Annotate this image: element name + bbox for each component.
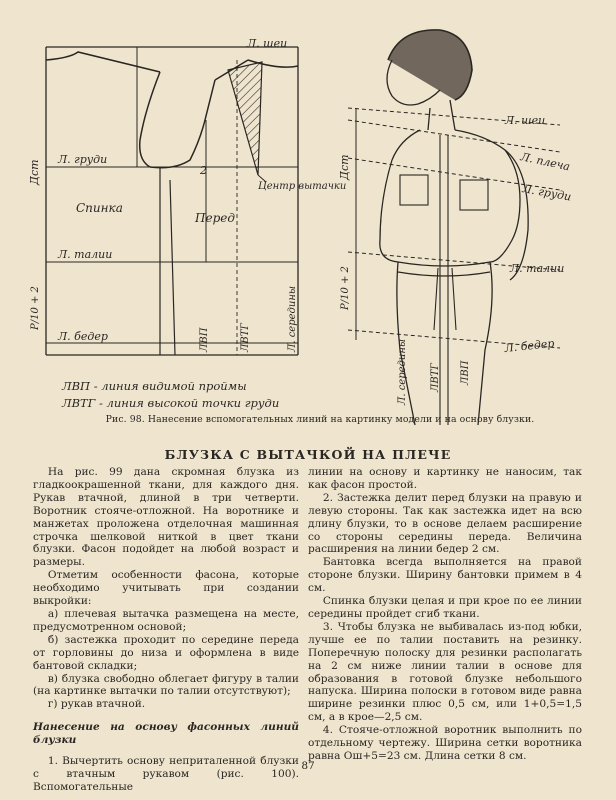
list-item: г) рукав втачной. xyxy=(47,698,146,711)
figure-caption: Рис. 98. Нанесение вспомогательных линий на картинку модели и на основу блузки. xyxy=(105,414,535,425)
pattern-label-front: Перед xyxy=(195,211,235,225)
model-label-neck: Л. шеи xyxy=(505,114,546,127)
right-column xyxy=(308,466,582,763)
pattern-label-lvp: ЛВП xyxy=(199,327,210,352)
model-labels xyxy=(338,114,572,406)
legend-line-1: ЛВП - линия видимой проймы xyxy=(62,379,247,393)
paragraph: 1. Вычертить основу неприталенной блузки с втачным рукавом (рис. 100). Вспомогательные xyxy=(33,755,299,793)
model-label-lvtg: ЛВТГ xyxy=(430,363,441,392)
list-item: а) плечевая вытачка размещена на месте, предусмотренном основой; xyxy=(33,607,299,633)
pattern-label-back: Спинка xyxy=(76,201,123,215)
pattern-label-p-formula: P/10 + 2 xyxy=(30,286,41,330)
pattern-label-waist: Л. талии xyxy=(58,248,113,261)
pattern-label-dart-center: Центр вытачки xyxy=(258,181,347,192)
pattern-label-dst: Дст xyxy=(28,159,41,185)
model-label-lvp: ЛВП xyxy=(460,360,471,385)
paragraph: Отметим особенности фасона, которые необходимо учитывать при создании выкройки: xyxy=(33,569,299,608)
section-heading: БЛУЗКА С ВЫТАЧКОЙ НА ПЛЕЧЕ xyxy=(164,447,452,462)
paragraph: Спинка блузки целая и при крое по ее линии середины пройдет сгиб ткани. xyxy=(308,595,582,620)
page-number: 87 xyxy=(301,760,315,772)
pattern-label-chest: Л. груди xyxy=(58,153,108,166)
model-label-mid: Л. середины xyxy=(397,338,408,405)
model-label-shoulder: Л. плеча xyxy=(519,150,572,174)
pattern-label-lvtg: ЛВТГ xyxy=(240,323,251,352)
paragraph: Бантовка всегда выполняется на правой стороне блузки. Ширину бантовки примем в 4 см. xyxy=(308,556,582,595)
legend-line-2: ЛВТГ - линия высокой точки груди xyxy=(62,396,280,410)
left-column xyxy=(33,466,299,794)
pattern-label-point-2: 2 xyxy=(200,164,207,177)
list-item: в) блузка свободно облегает фигуру в талии (на картинке вытачки по талии отсутствуют); xyxy=(33,672,299,698)
paragraph: линии на основу и картинку не наносим, так как фасон простой. xyxy=(308,466,582,491)
model-label-hips: Л. бедер xyxy=(503,336,555,355)
model-label-chest: Л. груди xyxy=(521,182,573,204)
model-sketch xyxy=(348,30,560,425)
paragraph: На рис. 99 дана скромная блузка из гладкоокрашенной ткани, для каждого дня. Рукав втачной, длиной в три четверти. Воротник стояче-отложной. На воротнике и манжетах проложена отделочная машинная строчка шелковой ниткой в цвет ткани блузки. Фасон подойдет на любой возраст и размеры. xyxy=(33,466,299,569)
list-item: б) застежка проходит по середине переда от горловины до низа и оформлена в виде бантовой складки; xyxy=(33,633,299,672)
paragraph: 3. Чтобы блузка не выбивалась из-под юбки, лучше ее по талии поставить на резинку. Поперечную полоску для резинки располагать на 2 см ниже линии талии в основе для образования в готовой блузке небольшого напуска. Ширина полоски в готовом виде равна ширине резинки плюс 0,5 см, или 1+0,5=1,5 см, а в крое—2,5 см. xyxy=(308,620,582,724)
model-label-dst: Дст xyxy=(338,154,351,180)
pattern-label-hips: Л. бедер xyxy=(58,330,108,343)
subheading: Нанесение на основу фасонных линий блузки xyxy=(33,721,299,747)
pattern-label-mid: Л. середины xyxy=(287,285,298,352)
model-label-p-formula: P/10 + 2 xyxy=(340,266,351,310)
paragraph: 4. Стояче-отложной воротник выполнить по отдельному чертежу. Ширина сетки воротника равна Ош+5=23 см. Длина сетки 8 см. xyxy=(308,724,582,762)
pattern-label-neck: Л. шеи xyxy=(247,37,288,50)
model-label-waist: Л. талии xyxy=(510,262,565,275)
paragraph: 2. Застежка делит перед блузки на правую и левую стороны. Так как застежка идет на всю длину блузки, то в основе делаем расширение со стороны середины переда. Величина расширения на линии бедер 2 см. xyxy=(308,491,582,556)
